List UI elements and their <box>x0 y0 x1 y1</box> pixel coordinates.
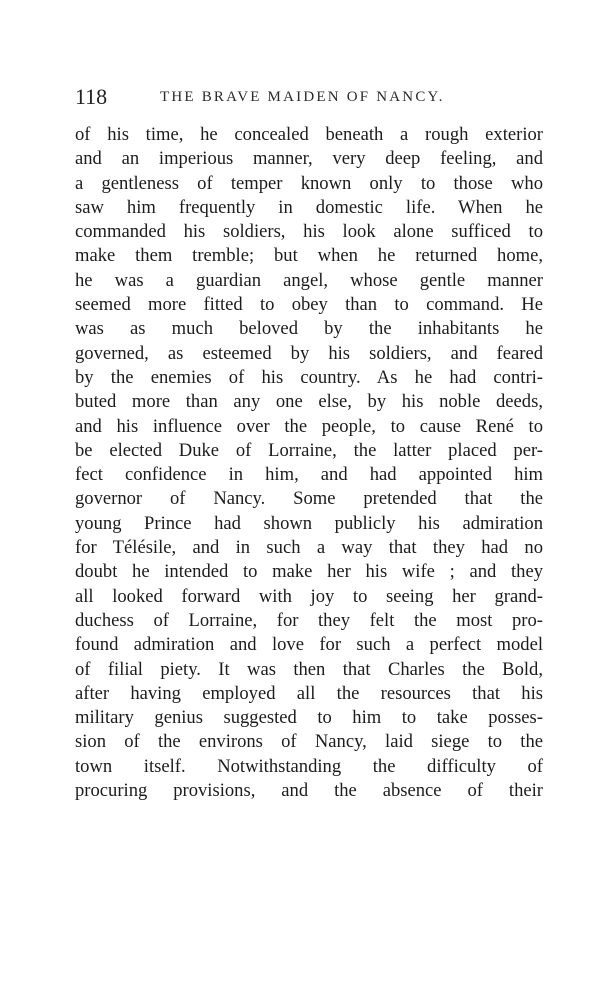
text-line: make them tremble; but when he returned home, <box>75 245 543 267</box>
text-line: a gentleness of temper known only to those who <box>75 172 543 194</box>
text-line: fect confidence in him, and had appointed him <box>75 464 543 486</box>
text-line: buted more than any one else, by his noble deeds, <box>75 391 543 413</box>
text-line: duchess of Lorraine, for they felt the most pro- <box>75 609 543 631</box>
text-line: found admiration and love for such a perfect model <box>75 634 543 656</box>
text-line: by the enemies of his country. As he had contri- <box>75 366 543 388</box>
text-line: seemed more fitted to obey than to command. He <box>75 294 543 316</box>
text-line: town itself. Notwithstanding the difficulty of <box>75 755 543 777</box>
text-line: for Télésile, and in such a way that they had no <box>75 537 543 559</box>
text-line: all looked forward with joy to seeing her grand- <box>75 585 543 607</box>
page-number: 118 <box>75 84 108 109</box>
text-line: sion of the environs of Nancy, laid siege to the <box>75 731 543 753</box>
text-line: be elected Duke of Lorraine, the latter placed per- <box>75 439 543 461</box>
text-line: and his influence over the people, to cause René to <box>75 415 543 437</box>
text-line: was as much beloved by the inhabitants he <box>75 318 543 340</box>
running-head <box>75 84 545 114</box>
text-line: of filial piety. It was then that Charles the Bold, <box>75 658 543 680</box>
text-line: procuring provisions, and the absence of their <box>75 780 543 802</box>
text-line: he was a guardian angel, whose gentle manner <box>75 269 543 291</box>
body-text <box>75 123 543 803</box>
text-line: doubt he intended to make her his wife ; and they <box>75 561 543 583</box>
text-line: commanded his soldiers, his look alone sufficed to <box>75 221 543 243</box>
text-line: military genius suggested to him to take posses- <box>75 707 543 729</box>
text-line: after having employed all the resources that his <box>75 682 543 704</box>
text-line: and an imperious manner, very deep feeling, and <box>75 148 543 170</box>
text-line: governed, as esteemed by his soldiers, and feared <box>75 342 543 364</box>
text-line: young Prince had shown publicly his admiration <box>75 512 543 534</box>
running-title: THE BRAVE MAIDEN OF NANCY. <box>160 89 445 105</box>
text-line: governor of Nancy. Some pretended that the <box>75 488 543 510</box>
text-line: of his time, he concealed beneath a rough exterior <box>75 124 543 145</box>
text-line: saw him frequently in domestic life. When he <box>75 196 543 218</box>
